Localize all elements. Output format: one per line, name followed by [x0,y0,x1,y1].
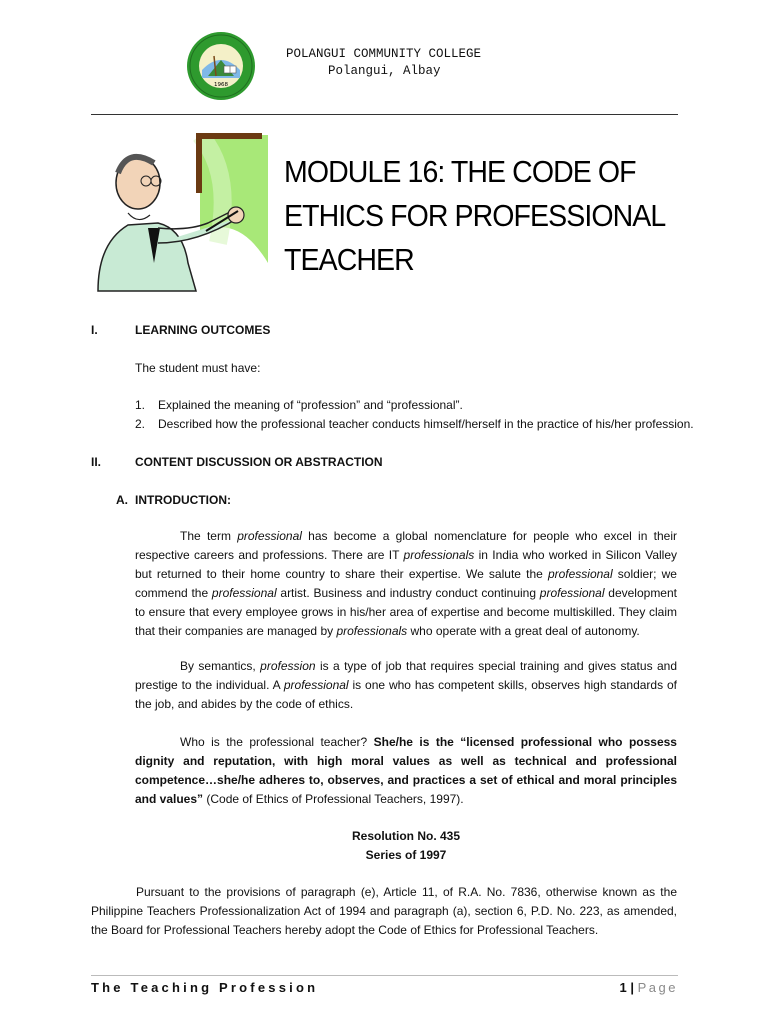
intro-paragraph-1: The term professional has become a global nomenclature for people who excel in their respective careers and professions. There are IT professionals in India who worked in Silicon Valley but returned to their home country to share their expertise. We salute the professional soldier; we commend the professional artist. Business and industry conduct continuing professional development to ensure that every employee grows in his/her area of expertise and become multiskilled. They claim that their companies are managed by professionals who operate with a great deal of autonomy. [135,529,677,638]
resolution-number: Resolution No. 435 [351,829,461,843]
college-name: POLANGUI COMMUNITY COLLEGE [286,47,482,61]
module-title-line-3: TEACHER [284,242,414,277]
module-title-line-1: MODULE 16: THE CODE OF [284,154,636,189]
college-logo [186,30,256,102]
subsection-a-number: A. [116,493,128,507]
outcome-2-number: 2. [135,417,146,431]
footer-title: The Teaching Profession [91,980,319,995]
section-1-intro: The student must have: [135,361,261,375]
teacher-illustration [88,133,273,293]
header-divider [91,114,678,115]
outcome-1-text: Explained the meaning of “profession” and “professional”. [158,398,463,412]
footer-divider [91,975,678,976]
resolution-paragraph: Pursuant to the provisions of paragraph (e), Article 11, of R.A. No. 7836, otherwise known as the Philippine Teachers Professionalization Act of 1994 and paragraph (a), section 6, P.D. No. 223, as amended, the Board for Professional Teachers hereby adopt the Code of Ethics for Professional Teachers. [91,885,677,937]
section-2-heading: CONTENT DISCUSSION OR ABSTRACTION [135,455,383,469]
teacher-definition: She/he is the “licensed professional who possess dignity and reputation, with high moral values as well as technical and professional competence…she/he adheres to, observes, and practices a set of ethical and moral principles and values” [135,735,677,806]
logo-year: 1968 [214,82,228,88]
section-2-number: II. [91,455,102,469]
outcome-1-number: 1. [135,398,146,412]
page-word: Page [637,980,678,995]
page-indicator: 1 | Page [619,980,678,995]
section-1-number: I. [91,323,98,337]
college-location: Polangui, Albay [328,64,441,78]
page-number: 1 [619,980,627,995]
module-title [284,150,670,282]
subsection-a-heading: INTRODUCTION: [135,493,231,507]
module-title-line-2: ETHICS FOR PROFESSIONAL [284,198,666,233]
section-1-heading: LEARNING OUTCOMES [135,323,271,337]
intro-paragraph-2: By semantics, profession is a type of job that requires special training and gives status and prestige to the individual. A professional is one who has competent skills, observes high standards of the job, and abides by the code of ethics. [135,659,677,711]
resolution-series: Series of 1997 [365,848,447,862]
outcome-2-text: Described how the professional teacher conducts himself/herself in the practice of his/her profession. [158,417,694,431]
intro-paragraph-3: Who is the professional teacher? She/he is the “licensed professional who possess dignity and reputation, with high moral values as well as technical and professional competence…she/he adheres to, observes, and practices a set of ethical and moral principles and values” (Code of Ethics of Professional Teachers, 1997). [135,735,677,806]
